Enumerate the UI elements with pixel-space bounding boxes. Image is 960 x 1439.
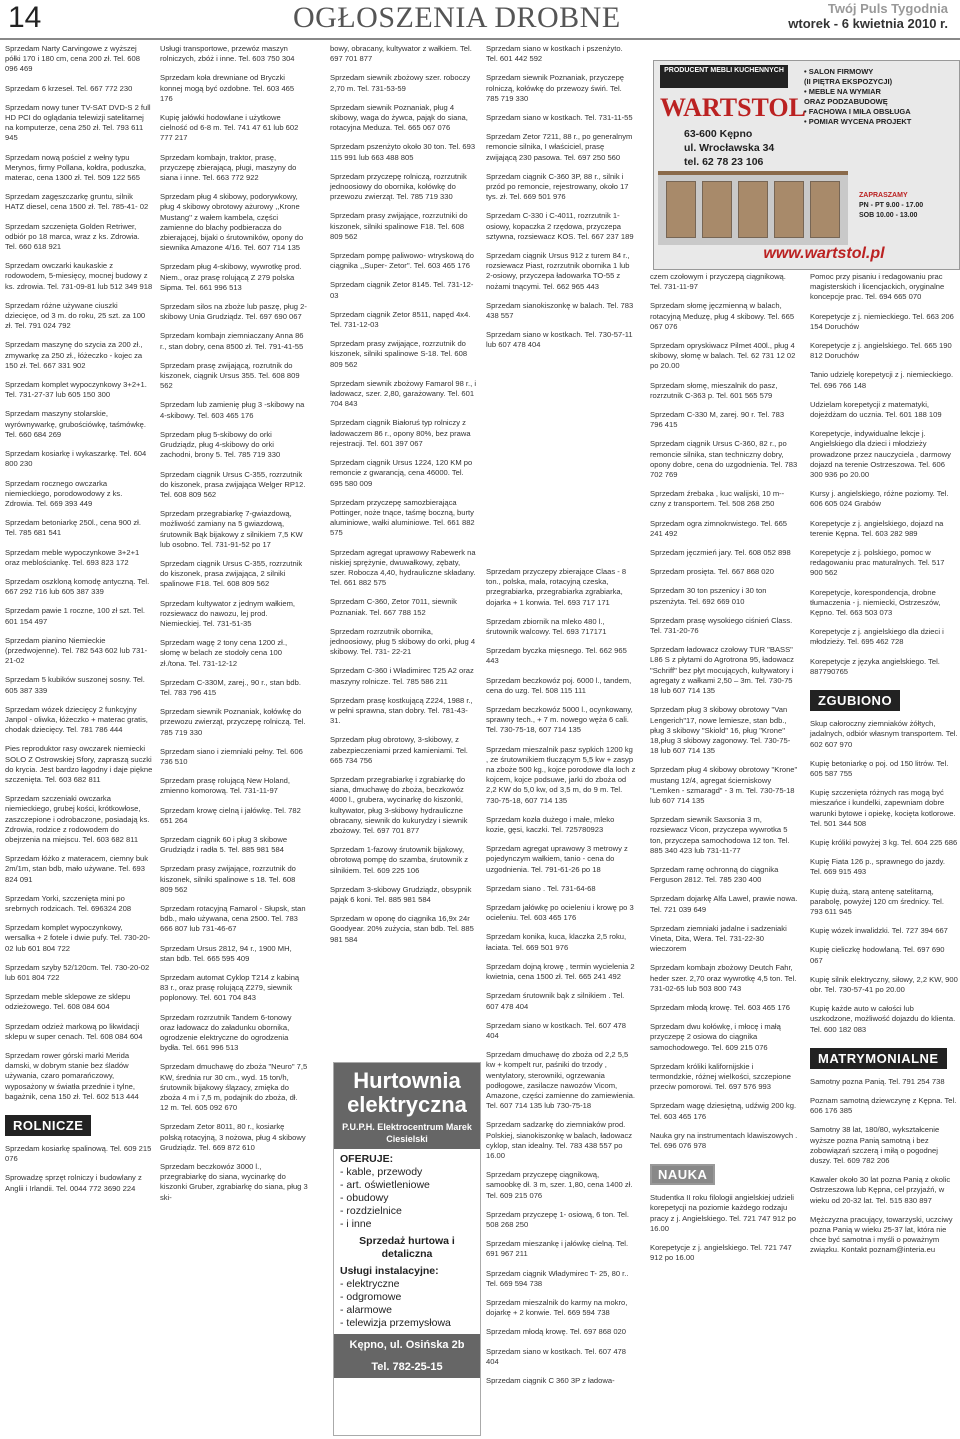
section-heading-nauka: NAUKA (650, 1164, 715, 1185)
ad-item: czem czołowym i przyczepą ciągnikową. Tel. 731-11-97 (650, 272, 786, 292)
ad-item: Kupię silnik elektryczny, siłowy, 2,2 KW, 900 obr. Tel. 730-57-41 po 20.00 (810, 974, 958, 994)
ad-item: Sprzedam wagę dziesiętną, udźwig 200 kg. Tel. 603 465 176 (650, 1101, 797, 1121)
ad-item: Sprzedam agregat uprawowy 3 metrowy z pojedynczym wałkiem, tanio - cena do uzgodnienia. Tel. 791-61-26 po 18 (486, 844, 628, 874)
list-line: • SALON FIRMOWY (804, 67, 874, 76)
ad-item: Sprzedam młodą krowę. Tel. 697 868 020 (486, 1327, 627, 1337)
ad-item: Kupię króliki powyżej 3 kg. Tel. 604 225 686 (810, 837, 958, 847)
ad-item: Sprzedam 5 kubików suszonej sosny. Tel. 605 387 339 (5, 675, 145, 695)
ad-item: Sprzedam pompę paliwowo- wtryskową do ciągnika ,,Super- Zetor''. Tel. 603 465 176 (330, 251, 474, 271)
ad-item: Sprzedam ciągnik Białoruś typ rolniczy z ładowaczem 86 r., opony 80%, bez prawa rejestracji. Tel. 601 397 067 (330, 418, 471, 448)
ad-item: Sprzedam dojną krowę , termin wycielenia 2 kwietnia, cena 1500 zł. Tel. 665 241 492 (486, 961, 635, 982)
wartstol-hours-label: ZAPRASZAMY (859, 192, 908, 199)
ad-item: Sprzedam betoniarkę 250l., cena 900 zł. Tel. 785 681 541 (5, 518, 141, 538)
ad-item: Sprzedam beczkowóz 5000 l., ocynkowany, sprawny tech., + 7 m. nowego węża 6 cali. Tel. 730-75-18, 607 714 135 (486, 705, 633, 735)
ad-item: Sprzedam kosiarkę spalinową. Tel. 609 215 076 (5, 1144, 152, 1164)
ad-item: Sprzedam pług 4 skibowy, podorywkowy, pług 4 skibowy obrotowy ażurowy ,,Krone Mustang'' z wałem kambela, części zamienne do blachy podbieracza do zbierającej, bijaki o śrutowników, opony do siewnika Amazone 4/16. Tel. 607 714 135 (160, 192, 304, 253)
section-title: OGŁOSZENIA DROBNE (293, 1, 621, 34)
ad-item: Sprzedam automat Cyklop T214 z kabiną 83 r., oraz prasę rolującą Z279, siewnik poplonowy. Tel. 601 704 843 (160, 973, 300, 1003)
ad-item: Sprzedam prasę wysokiego ciśnień Class. Tel. 731-20-76 (650, 615, 793, 636)
ad-item: Sprzedam siano w kostkach. Tel. 731-11-55 (486, 113, 633, 123)
hurtownia-address: Kępno, ul. Osińska 2b (334, 1334, 480, 1356)
ad-item: Sprzedam siano w kostkach i pszenżyto. Tel. 601 442 592 (486, 44, 623, 64)
ad-item: Sprzedam prasę kostkującą Z224, 1988 r., w pełni sprawna, stan dobry. Tel. 781-43-31. (330, 695, 473, 726)
ad-item: Korepetycje z języka angielskiego. Tel. 887790765 (810, 656, 940, 676)
page-number: 14 (8, 1, 42, 34)
column-2 (160, 44, 308, 1436)
ad-item: Sprzedam kozła dużego i małe, mleko kozie, gęsi, kaczki. Tel. 725780923 (486, 814, 615, 835)
wartstol-services (804, 67, 954, 127)
ad-item: Sprzedam siewnik Poznaniak, kołówkę do przewozu zwierząt, przyczepę rolniczą. Tel. 785 719 330 (160, 707, 306, 737)
ad-item: Samotny pozna Panią. Tel. 791 254 738 (810, 1076, 945, 1086)
ad-item: Sprzedam komplet wypoczynkowy 3+2+1. Tel. 731-27-37 lub 605 150 300 (5, 380, 147, 400)
ad-item: Sprzedam rozrzutnik obornika, jednoosiowy, pług 5 skibowy do orki, pług 4 skibowy. Tel. 731- 22-21 (330, 626, 476, 657)
ad-item: Sprzedam rower górski marki Merida damski, w dobrym stanie bez śladów używania, czaro pomarańczowy, wyposażony w światła przednie i tylne, bagażnik, cena 150 zł. Tel. 602 513 444 (5, 1051, 139, 1101)
ad-item: Sprzedam szyby 52/120cm. Tel. 730-20-02 lub 601 804 722 (5, 962, 150, 983)
ad-item: Sprzedam ciągnik C-360 3P, 88 r., silnik i przód po remoncie, rejestrowany, około 17 tys. zł. Tel. 669 501 976 (486, 171, 629, 202)
ad-item: Korepetycje z j. angielskiego. Tel. 665 190 812 Doruchów (810, 341, 952, 361)
ad-item: Sprzedam 3-skibowy Grudziądz, obsypnik pająk 6 koni. Tel. 885 981 584 (330, 884, 472, 904)
ad-item: Sprzedam sianokiszonkę w balach. Tel. 783 438 557 (486, 300, 634, 321)
ad-item: Sprzedam nową pościel z wełny typu Merynos, firmy Pollana, kołdra, poduszka, materac, cena 1300 zł. Tel. 509 122 565 (5, 152, 146, 183)
hurtownia-header (334, 1063, 480, 1149)
ad-item: Sprzedam wózek dziecięcy 2 funkcyjny Janpol - oliwka, łóżeczko + materac gratis, chodak dziecięcy. Tel. 781 786 444 (5, 704, 148, 735)
ad-item: Sprzedam ciągnik Ursus 912 z turem 84 r., rozsiewacz Piast, rozrzutnik obornika 1 lub 2-osiowy, przyczepa ładowarka TO-55 z nożami tnącymi. Tel. 662 965 443 (486, 251, 630, 291)
header-rule (0, 38, 960, 40)
ad-item: Korepetycje z j. angielskiego, dojazd na terenie Kępna. Tel. 603 282 989 (810, 518, 944, 538)
ad-item: Sprzedam kombajn zbożowy Deutch Fahr, heder szer. 2,70 oraz wywrotkę 4,5 ton. Tel. 731-02-65 lub 503 800 743 (650, 963, 797, 993)
ad-item: Sprzedam Ursus 2812, 94 r., 1900 MH, stan bdb. Tel. 665 595 409 (160, 943, 292, 963)
column-5 (650, 272, 798, 1437)
wartstol-advertisement (653, 60, 960, 270)
ad-item: Sprzedam źrebaka , kuc walijski, 10 m--czny z transportem. Tel. 508 268 250 (650, 489, 785, 509)
ad-item: Sprzedam słomę, mieszalnik do pasz, rozrzutnik C-363 p. Tel. 601 565 579 (650, 380, 778, 400)
column-1 (5, 44, 153, 1436)
section-heading-matrymonialne: MATRYMONIALNE (810, 1048, 947, 1069)
ad-item: Sprzedam opryskiwacz Pilmet 400l., pług 4 skibowy, słomę w balach. Tel. 62 731 12 02 po 20.00 (650, 341, 796, 371)
ad-item: Sprzedam łóżko z materacem, ciemny buk 2m/1m, stan bdb, mało używane. Tel. 693 824 091 (5, 854, 149, 884)
ad-item: Udzielam korepetycji z matematyki, dojeżdżam do ucznia. Tel. 601 188 109 (810, 399, 942, 420)
hurtownia-company: P.U.P.H. Elektrocentrum Marek Ciesielski (342, 1122, 472, 1144)
ad-item: Sprzedam Narty Carvingowe z wyższej półki 170 i 180 cm, cena 200 zł. Tel. 608 096 469 (5, 44, 140, 74)
ad-item: Sprzedam beczkowóz 3000 l., przegrabiarkę do siana, wycinarkę do kiszonki Gruber, zgrabiarkę do siana, pług 3 ski- (160, 1162, 308, 1202)
ad-item: Sprzedam króliki kalifornijskie i termondzkie, różnej wielkości, szczepione przeciw pomorowi. Tel. 697 576 993 (650, 1061, 791, 1092)
column-4-bottom (486, 567, 636, 1437)
ad-item: Sprzedam przyczepę samozbierająca Pottinger, noże tnące, taśmę boczną, burty aluminiowe, wałki aluminiowe. Tel. 661 882 575 (330, 497, 475, 538)
ad-item: Sprzedam prasy zwijające, rozrzutnik do kiszonek, silniki spalinowe s 18. Tel. 608 809 562 (160, 864, 296, 894)
ad-item: Kupię jałówki hodowlane i użytkowe cielność od 6-8 m. Tel. 741 47 61 lub 602 777 217 (160, 113, 299, 143)
ad-item: Sprzedam ramę ochronną do ciągnika Ferguson 2812. Tel. 785 230 400 (650, 864, 779, 885)
ad-item: Sprzedam dwu kołówkę, i młocę i małą przyczepę 2 osiowa do ciągnika samochodowego. Tel. 609 215 076 (650, 1022, 781, 1052)
ad-item: Sprzedam lub zamienię pług 3 -skibowy na 4-skibowy. Tel. 603 465 176 (160, 400, 305, 420)
ad-item: Sprzedam siano w kostkach. Tel. 607 478 404 (486, 1346, 627, 1366)
ad-item: Sprzedam rotacyjną Famarol - Słupsk, stan bdb., mało używana, cena 2500. Tel. 783 666 807 lub 731-46-67 (160, 904, 306, 934)
ad-item: Sprzedam maszynę do szycia za 200 zł., zmywarkę za 250 zł., łóżeczko - kojec za 150 zł. Tel. 667 331 902 (5, 340, 143, 370)
ad-item: Sprzedam zagęszczarkę gruntu, silnik HATZ diesel, cena 1500 zł. Tel. 785-41- 02 (5, 192, 149, 212)
hurtownia-services-label: Usługi instalacyjne: (340, 1265, 439, 1277)
list-line: - i inne (340, 1218, 372, 1230)
ad-item: Sprzedam w oponę do ciągnika 16,9x 24r Goodyear. 20% zużycia, stan bdb. Tel. 885 981 584 (330, 914, 474, 944)
ad-item: Sprzedam ciągnik Ursus C-360, 82 r., po remoncie silnika, stan techniczny dobry, opony dobre, cena do uzgodnienia. Tel. 783 702 769 (650, 439, 798, 480)
ad-item: Studentka II roku filologii angielskiej udzieli korepetycji na poziomie każdego rodzaju pracy z j. Angielskiego. Tel. 721 747 912 po 16.00 (650, 1193, 796, 1233)
ad-item: Kupię szczenięta różnych ras mogą być mieszańce i kundelki, zapewniam dobre warunki bytowe i opiekę, kocięta kotlorowe. Tel. 501 344 508 (810, 788, 956, 828)
list-line: SOB 10.00 - 13.00 (859, 212, 918, 219)
ad-item: Sprzedam owczarki kaukaskie z rodowodem, 5-miesięcy, mocnej budowy z ks. zdrowia. Tel. 731-09-81 lub 512 349 918 (5, 261, 153, 291)
ad-item: Sprzedam agregat uprawowy Rabewerk na niskiej sprężynie, dwuwałkowy, zębaty, szer. Robocza 4,40, hydrauliczne składany. Tel. 661 882 575 (330, 547, 476, 588)
ad-item: Sprzedam C-360 i Władimirec T25 A2 oraz maszyny rolnicze. Tel. 785 586 211 (330, 666, 474, 686)
ad-item: Sprzedam siano w kostkach. Tel. 607 478 404 (486, 1020, 627, 1040)
ad-item: Sprowadzę sprzęt rolniczy i budowlany z Anglii i Irlandii. Tel. 0044 772 3690 224 (5, 1173, 142, 1193)
ad-item: Sprzedam ładowacz czołowy TUR "BASS" L86 S z płytami do Agrotrona 95, ładowacz "Schriff" bez płyt mocujących, kultywatory i agregaty z wałkami 2,50 – 3m. Tel. 730-75 18 lub 607 714 135 (650, 645, 794, 696)
ad-item: Sprzedam przyczepę rolniczą, rozrzutnik jednoosiowy do obornika, kołówkę do przewozu zwierząt. Tel. 785 719 330 (330, 171, 467, 202)
ad-item: Sprzedam ziemniaki jadalne i sadzeniaki Vineta, Dita, Wera. Tel. 731-22-30 wieczorem (650, 923, 787, 954)
ad-item: Kursy j. angielskiego, różne poziomy. Tel. 606 605 024 Grabów (810, 489, 949, 509)
ad-item: Pies reproduktor rasy owczarek niemiecki SOLO Z Ostrowskiej Sfory, zapraszą suczki do krycia. Jest bardzo łagodny i daje piękne szczenięta. Tel. 603 682 811 (5, 744, 153, 784)
ad-item: Sprzedam przyczepę ciągnikową, samoobkę dł. 3 m, szer. 1,80, cena 1400 zł. Tel. 609 215 076 (486, 1170, 633, 1200)
ad-item: Sprzedam prasę zwijającą, rozrutnik do kiszonek, ciągnik Ursus 355. Tel. 608 809 562 (160, 360, 300, 391)
ad-item: Sprzedam Zetor 8011, 80 r., kosiarkę polską rotacyjną, 3 nożowa, pług 4 skibowy Grudziądz. Tel. 669 872 610 (160, 1122, 306, 1152)
ad-item: Sprzedam kombajn ziemniaczany Anna 86 r., stan dobry, cena 8500 zł. Tel. 791-41-55 (160, 331, 304, 351)
ad-item: Sprzedam wagę 2 tony cena 1200 zł., słomę w belach ze stodoły cena 100 zł./tona. Tel. 731-12-12 (160, 638, 288, 668)
ad-item: Sprzedam pług 3 skibowy obrotowy "Van Lengerich"17, nowe lemiesze, stan bdb., pług 3 skibowy "Skiold" 16, pług "Krone" 18,pług 3 skibowy zagonowy. Tel. 730-75-18 lub 607 714 135 (650, 705, 791, 756)
column-6 (810, 272, 958, 1437)
ad-item: Sprzedam ciągnik C 360 3P z ładowa- (486, 1375, 615, 1385)
ad-item: Sprzedam dmuchawę do zboża od 2,2 5,5 kw + kompelt rur, paśniki do trzody , wentylatory, sterowniki, ogrzewania podłogowe, zasilacze nawozów Vicom, Amazone, części zamienne do zamiewienia. Tel. 607 714 135 lub 730-75-18 (486, 1050, 635, 1111)
ad-item: Nauka gry na instrumentach klawiszowych . Tel. 696 076 978 (650, 1130, 798, 1150)
ad-item: Pomoc przy pisaniu i redagowaniu prac magisterskich i licencjackich, oryginalne koncepcje prac. Tel. 694 665 070 (810, 272, 945, 302)
section-heading-zgubiono: ZGUBIONO (810, 690, 900, 711)
ad-item: Sprzedam byczka mięsnego. Tel. 662 965 443 (486, 646, 627, 666)
wartstol-hours (859, 191, 954, 221)
ad-item: Sprzedam komplet wypoczynkowy, wersalka + 2 fotele i dwie pufy. Tel. 730-20-02 lub 601 804 722 (5, 923, 151, 953)
ad-item: Sprzedam ciągnik Ursus C-355, rozrzutnik do kiszonek, prasa zwijająca Welger RP12. Tel. 608 809 562 (160, 469, 306, 499)
ad-item: Sprzedam 30 ton pszenicy i 30 ton pszenżyta. Tel. 692 669 010 (650, 586, 767, 606)
wartstol-logo: WARTSTOL (660, 93, 806, 122)
kitchen-furniture-image (658, 171, 848, 245)
ad-item: Sprzedam 1-fazowy śrutownik bijakowy, obrotową pompę do szamba, śrutownik z silnikiem. Tel. 609 225 106 (330, 845, 469, 875)
ad-item: Sprzedam ciągnik Władymirec T- 25, 80 r.. Tel. 669 594 738 (486, 1268, 629, 1288)
wartstol-url: www.wartstol.pl (763, 245, 885, 262)
ad-item: Korepetycje z j. niemieckiego. Tel. 663 206 154 Doruchów (810, 311, 954, 331)
ad-item: Sprzedam ciągnik Ursus C-355, rozrzutnik do kiszonek, prasa zwijająca, 2 silniki spalinowe F18. Tel. 608 809 562 (160, 558, 303, 589)
ad-item: Sprzedam przegrabiarkę 7-gwiazdową, możliwość zamiany na 5 gwiazdową, śrutownik Bąk bijakowy z silnikiem 7,5 KW lub osobno. Tel. 731-91-52 po 17 (160, 509, 303, 549)
ad-item: Sprzedam prasy zwijające, rozrzutnik do kiszonek, silniki spalinowe S-18. Tel. 608 809 562 (330, 339, 468, 369)
ad-item: Sprzedam C-330 M, zarej. 90 r. Tel. 783 796 415 (650, 410, 785, 430)
ad-item: Sprzedam pianino Niemieckie (przedwojenne). Tel. 782 543 602 lub 731-21-02 (5, 635, 148, 666)
ad-item: Sprzedam C-330M, zarej., 90 r., stan bdb. Tel. 783 796 415 (160, 677, 301, 697)
ad-item: Sprzedam maszyny stolarskie, wyrównywarkę, grubościówkę, taśmówkę. Tel. 660 684 269 (5, 409, 146, 439)
ad-item: Sprzedam przyczepę 1- osiową, 6 ton. Tel. 508 268 250 (486, 1209, 629, 1229)
column-3 (330, 44, 478, 944)
ad-item: Sprzedam pług obrotowy, 3-skibowy, z zabezpieczeniami przed kamieniami. Tel. 665 734 756 (330, 735, 468, 765)
hurtownia-title: Hurtownia elektryczna (347, 1068, 467, 1117)
ad-item: Sprzedam krowę cielną i jałówkę. Tel. 782 651 264 (160, 805, 301, 825)
ad-item: Sprzedam prasę rolującą New Holand, zmienno komorową. Tel. 731-11-97 (160, 776, 291, 796)
ad-item: Sprzedam pług 4-skibowy, wywrotkę prod. Niem., oraz prasę rolującą Z 279 polska Sipma. Tel. 661 996 513 (160, 262, 302, 292)
list-line: - telewizja przemysłowa (340, 1317, 451, 1329)
ad-item: Sprzedam siewnik Poznaniak, pług 4 skibowy, waga do żywca, pająk do siana, rotacyjna Meduza. Tel. 665 067 076 (330, 102, 468, 133)
ad-item: Korepetycje, indywidualne lekcje j. Angielskiego dla dzieci i młodzieży prowadzone przez nauczyciela , darmowy dojazd na terenie Ostrzeszowa. Tel. 606 300 936 po 20.00 (810, 429, 951, 480)
ad-item: Sprzedam mieszalnik do karmy na mokro, dojarkę + 2 konwie. Tel. 669 594 738 (486, 1297, 628, 1318)
ad-item: Sprzedam dojarkę Alfa Lawel, prawie nowa. Tel. 721 039 649 (650, 894, 798, 914)
ad-item: Sprzedam słomę jęczmienną w balach, rotacyjną Meduzę, pług 4 skibowy. Tel. 665 067 076 (650, 301, 795, 331)
ad-item: Sprzedam Zetor 7211, 88 r., po generalnym remoncie silnika, I właściciel, prasę zwijającą 230 pasowa. Tel. 697 250 560 (486, 132, 633, 162)
list-line: • MEBLE NA WYMIAR (804, 87, 881, 96)
list-line: - alarmowe (340, 1304, 392, 1316)
issue-date: wtorek - 6 kwietnia 2010 r. (788, 16, 948, 31)
list-line: • POMIAR WYCENA PROJEKT (804, 117, 912, 126)
ad-item: Sprzedam nowy tuner TV-SAT DVD-S 2 full HD PCI do oglądania telewizji satelitarnej na komputerze, cena 250 zł. Tel. 793 611 945 (5, 102, 151, 143)
ad-item: Sprzedam mieszalnik pasz sypkich 1200 kg , ze śrutownikiem tłuczącym 5,5 kw + zasyp na zboże 500 kg., kojce porodowe dla loch z kojcem, kojce podsuwe, jarki do zboża od 2,2 KW do 5,0 kw, od 3,5 m, do 9 m. Tel. 730-75-18, 607 714 135 (486, 744, 636, 805)
ad-item: Kawaler około 30 lat pozna Panią z okolic Ostrzeszowa lub Kępna, cel przyjaźń, w wieku od 20-32 lat. Tel. 515 830 897 (810, 1175, 951, 1205)
list-line: PN - PT 9.00 - 17.00 (859, 202, 924, 209)
ad-item: Sprzedam koła drewniane od Bryczki konnej mogą być ozdobne. Tel. 603 465 176 (160, 73, 295, 103)
list-line: - kable, przewody (340, 1166, 423, 1178)
ad-item: Sprzedam zbiornik na mleko 480 l., śrutownik walcowy. Tel. 693 717171 (486, 616, 607, 637)
ad-item: Tanio udzielę korepetycji z j. niemieckiego. Tel. 696 766 148 (810, 370, 954, 390)
ad-item: Sprzedam rocznego owczarka niemieckiego, porodowodowy z ks. Zdrowia. Tel. 669 393 449 (5, 478, 123, 508)
ad-item: Sprzedam prasy zwijające, rozrzutniki do kiszonek, silniki spalinowe F18. Tel. 608 809 562 (330, 211, 468, 241)
wartstol-address (684, 127, 834, 169)
ad-item: Sprzedam jęczmień jary. Tel. 608 052 898 (650, 548, 791, 558)
ad-item: Usługi transportowe, przewóz maszyn rolniczych, zbóż i inne. Tel. 603 750 304 (160, 44, 295, 64)
ad-item: Sprzedam ciągnik Zetor 8511, napęd 4x4. Tel. 731-12-03 (330, 309, 471, 330)
ad-item: Sprzedam siewnik zbożowy Famarol 98 r., i ładowacz, szer. 2,80, garażowany. Tel. 601 704 843 (330, 378, 477, 409)
ad-item: Sprzedam Yorki, szczenięta mini po srebrnych rodzicach. Tel. 696324 208 (5, 893, 132, 913)
wartstol-street: ul. Wrocławska 34 (684, 142, 775, 154)
ad-item: Kupię Fiata 126 p., sprawnego do jazdy. Tel. 669 915 493 (810, 857, 945, 877)
ad-item: Sprzedam szczeniaki owczarka niemieckiego, grubej kości, krótkowłose, zaszczepione i odrobaczone, posiadają ks. Zdrowia, rodzice z rodowodem do obejrzenia na miejscu. Tel. 603 682 811 (5, 794, 150, 844)
ad-item: Sprzedam siewnik Poznaniak, przyczepę rolniczą, kołówkę do przewozy świń. Tel. 785 719 330 (486, 73, 625, 103)
ad-item: Sprzedam przegrabiarkę i zgrabiarkę do siana, dmuchawę do zboża, beczkowóz 4000 l., grubera, wycinarkę do kiszonki, kultywator, pług 3-skibowy hydrauliczne obracany, siewnik do kukurydzy i siewnik zbożowy. Tel. 697 701 877 (330, 774, 468, 835)
ad-item: Sprzedam oszkloną komodę antyczną. Tel. 667 292 716 lub 605 387 339 (5, 576, 150, 597)
hurtownia-offer-label: OFERUJE: (340, 1153, 394, 1165)
wartstol-zip: 63-600 Kępno (684, 128, 753, 140)
ad-item: Sprzedam ogra zimnokrwistego. Tel. 665 241 492 (650, 518, 788, 538)
list-line: - obudowy (340, 1192, 389, 1204)
hurtownia-body (334, 1149, 480, 1334)
ad-item: Kupię dużą, starą antenę satelitarną, parabolę, powyżej 120 cm średnicy. Tel. 793 611 945 (810, 886, 944, 916)
ad-item: Sprzedam meble sklepowe ze sklepu odzieżowego. Tel. 608 084 604 (5, 992, 131, 1012)
ad-item: Poznam samotną dziewczynę z Kępna. Tel. 606 176 385 (810, 1095, 957, 1116)
ad-item: Sprzedam szczenięta Golden Retriwer, odbiór po 18 marca, wraz z ks. Zdrowia. Tel. 660 618 921 (5, 221, 140, 252)
ad-item: Sprzedam C-360, Zetor 7011, siewnik Poznaniak. Tel. 667 788 152 (330, 597, 457, 617)
list-line: - odgromowe (340, 1291, 402, 1303)
ad-item: Samotny 38 lat, 180/80, wykształcenie wyższe pozna Panią samotną i bez zobowiązań szczerą i miłą o pogodnej duszy. Tel. 609 782 206 (810, 1125, 940, 1165)
ad-item: Sprzedam pług 5-skibowy do orki Grudziądz, pług 4-skibowy do orki zachodni, brony 5. Tel. 785 719 330 (160, 429, 281, 460)
ad-item: Sprzedam siano w kostkach. Tel. 730-57-11 lub 607 478 404 (486, 330, 633, 350)
ad-item: Mężczyzna pracujący, towarzyski, uczciwy pozna Panią w wieku 25-37 lat, która nie chce być samotna i myśli o poważnym związku. Kontakt poznam@interia.eu (810, 1214, 953, 1255)
ad-item: Sprzedam siano i ziemniaki pełny. Tel. 606 736 510 (160, 746, 303, 766)
ad-item: Korepetycje, korespondencja, drobne tłumaczenia - j. niemiecki, Ostrzeszów, Kępno. Tel. 663 503 073 (810, 587, 941, 618)
ad-item: Skup całoroczny ziemniaków żółtych, jadalnych, odbiór własnym transportem. Tel. 602 607 970 (810, 719, 958, 749)
wartstol-top-label: PRODUCENT MEBLI KUCHENNYCH (660, 65, 788, 88)
list-line: - art. oświetleniowe (340, 1179, 430, 1191)
ad-item: Sprzedam siano . Tel. 731-64-68 (486, 883, 596, 893)
list-line: - rozdzielnice (340, 1205, 402, 1217)
ad-item: Kupię cieliczkę hodowlaną. Tel. 697 690 067 (810, 945, 945, 965)
ad-item: Kupię każde auto w całości lub uszkodzone, możliwość dojazdu do klienta. Tel. 600 182 083 (810, 1004, 956, 1034)
hurtownia-tagline: Sprzedaż hurtowa i detaliczna (359, 1235, 455, 1260)
ad-item: Sprzedam pług 4 skibowy obrotowy "Krone" mustang 12/4, agregat ścierniskowy "Lemken - szmaragd" - 3 m. Tel. 730-75-18 lub 607 714 135 (650, 765, 798, 805)
ad-item: Sprzedam jałówkę po ocieleniu i krowę po 3 ocieleniu. Tel. 603 465 176 (486, 903, 634, 923)
ad-item: Sprzedam 6 krzeseł. Tel. 667 772 230 (5, 83, 133, 93)
ad-item: Sprzedam C-330 i C-4011, rozrzutnik 1-osiowy, kopaczka 2 rzędowa, przyczepa sztywna, rozsiewacz KOS. Tel. 667 237 189 (486, 211, 634, 241)
list-line: ORAZ PODZABUDOWĘ (804, 97, 888, 106)
wartstol-phone: tel. 62 78 23 106 (684, 156, 764, 168)
ad-item: Kupię betoniarkę o poj. od 150 litrów. Tel. 605 587 755 (810, 758, 949, 778)
brand-name: Twój Puls Tygodnia (827, 1, 948, 16)
ad-item: Sprzedam rozrzutnik Tandem 6-tonowy oraz ładowacz do załadunku obornika, ogrodzenie elektryczne do ogrodzenia bydła. Tel. 661 996 513 (160, 1012, 292, 1053)
ad-item: Sprzedam prosięta. Tel. 667 868 020 (650, 567, 774, 577)
ad-item: Sprzedam odzież markową po likwidacji sklepu w super cenach. Tel. 608 084 604 (5, 1021, 143, 1041)
ad-item: Sprzedam ciągnik Zetor 8145. Tel. 731-12-03 (330, 280, 474, 300)
ad-item: Sprzedam siewnik Saxsonia 3 m, rozsiewacz Vicon, przyczepa wywrotka 5 ton, przyczepa samochodowa 12 ton. Tel. 885 340 423 lub 731-11-77 (650, 815, 790, 855)
hurtownia-phone: Tel. 782-25-15 (334, 1356, 480, 1378)
ad-item: bowy, obracany, kultywator z wałkiem. Tel. 697 701 877 (330, 44, 472, 64)
hurtownia-advertisement (333, 1062, 481, 1436)
ad-item: Sprzedam dmuchawę do zboża "Neuro" 7,5 KW, średnia rur 30 cm., wyd. 15 ton/h, śrutownik bijakowy ślązacy, zmięka do zboża 4 m i 7,5 m, podajnik do zboża, dł. 12 m. Tel. 605 092 670 (160, 1062, 308, 1113)
ad-item: Sprzedam ciągnik 60 i pług 3 skibowe Grudziądz i radła 5. Tel. 885 981 584 (160, 834, 288, 855)
list-line: - elektryczne (340, 1278, 400, 1290)
ad-item: Sprzedam śrutownik bąk z silnikiem . Tel. 607 478 404 (486, 991, 625, 1011)
ad-item: Sprzedam siewnik zbożowy szer. roboczy 2,70 m. Tel. 731-53-59 (330, 73, 471, 93)
section-heading-rolnicze: ROLNICZE (5, 1115, 91, 1136)
ad-item: Sprzedam kombajn, traktor, prasę, przyczepę zbierającą, pługi, maszyny do siana i inne. Tel. 663 772 922 (160, 152, 297, 183)
ad-item: Sprzedam meble wypoczynkowe 3+2+1 oraz meblościankę. Tel. 693 823 172 (5, 547, 140, 567)
ad-item: Sprzedam sadzarkę do ziemniaków prod. Polskiej, sianokiszonkę w balach, ładowacz cyklop, stan idealny. Tel. 783 438 557 po 16.00 (486, 1120, 633, 1160)
ad-item: Kupię wózek inwalidzki. Tel. 727 394 667 (810, 926, 948, 936)
ad-item: Sprzedam konika, kuca, klaczka 2,5 roku, łaciata. Tel. 669 501 976 (486, 932, 627, 952)
ad-item: Sprzedam przyczepy zbierające Claas - 8 ton., polska, mała, rotacyjną czeska, przegrabiarka, przegrabiarka zgrabiarka, dojarka + 1 konwia. Tel. 693 717 171 (486, 567, 627, 607)
list-line: (II PIĘTRA EKSPOZYCJI) (804, 77, 893, 86)
list-line: • FACHOWA I MIŁA OBSŁUGA (804, 107, 911, 116)
ad-item: Korepetycje z j. angielskiego dla dzieci i młodzieży. Tel. 695 462 728 (810, 627, 944, 647)
ad-item: Sprzedam pszenżyto około 30 ton. Tel. 693 115 991 lub 663 488 805 (330, 142, 476, 162)
ad-item: Sprzedam kosiarkę i wykaszarkę. Tel. 604 800 230 (5, 449, 147, 469)
ad-item: Sprzedam pawie 1 roczne, 100 zł szt. Tel. 601 154 497 (5, 606, 145, 626)
ad-item: Korepetycje z j. angielskiego. Tel. 721 747 912 po 16.00 (650, 1243, 792, 1263)
ad-item: Sprzedam różne używane ciuszki dziecięce, od 3 m. do roku, 25 szt. za 100 zł. Tel. 791 024 792 (5, 300, 146, 331)
ad-item: Sprzedam silos na zboże lub paszę, pług 2-skibowy Unia Grudziądz. Tel. 697 690 067 (160, 302, 307, 322)
ad-item: Sprzedam ciągnik Ursus 1224, 120 KM po remoncie z gwarancją, cena 46000. Tel. 695 580 009 (330, 458, 473, 488)
ad-item: Sprzedam mieszankę i jałówkę cielną. Tel. 691 967 211 (486, 1239, 629, 1259)
ad-item: Sprzedam młodą krowę. Tel. 603 465 176 (650, 1002, 791, 1012)
column-4-top (486, 44, 636, 559)
ad-item: Korepetycje z j. polskiego, pomoc w redagowaniu prac maturalnych. Tel. 517 900 562 (810, 548, 945, 578)
ad-item: Sprzedam kultywator z jednym wałkiem, rozsiewacz do nawozu, lej prod. Niemieckiej. Tel. 731-51-35 (160, 598, 296, 628)
ad-item: Sprzedam beczkowóz poj. 6000 l., tandem, cena do uzg. Tel. 508 115 111 (486, 675, 632, 695)
